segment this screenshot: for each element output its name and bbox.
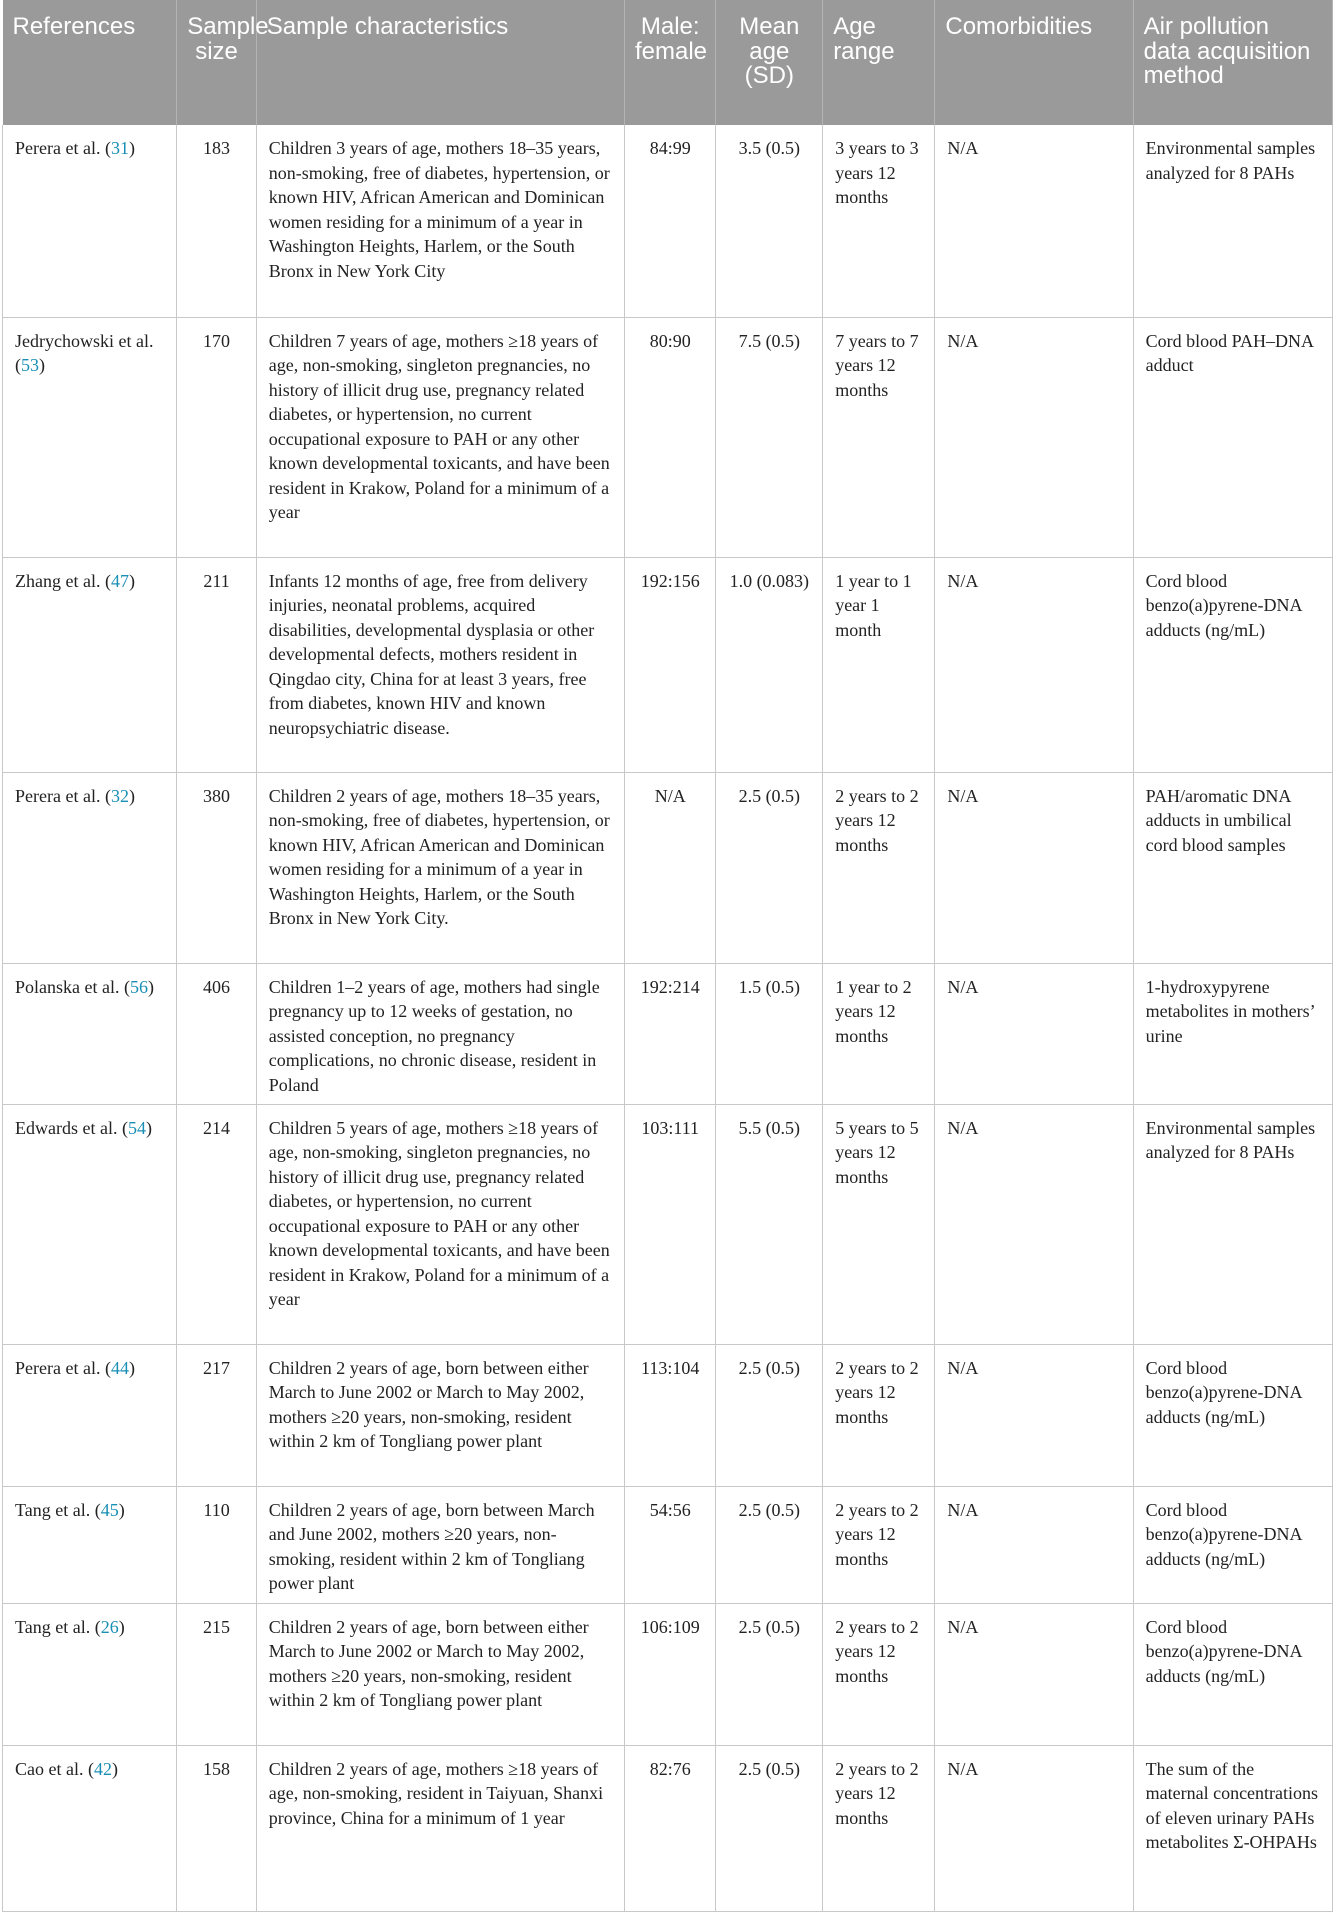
- sample-characteristics-cell: Children 2 years of age, born between either March to June 2002 or March to May 2002, mothers ≥20 years, non-smoking, resident within 2 km of Tongliang power plant: [256, 1603, 624, 1745]
- acquisition-method-cell: Cord blood benzo(a)pyrene-DNA adducts (ng/mL): [1133, 557, 1332, 772]
- table-row: [3, 125, 1333, 317]
- table-row: [3, 772, 1333, 963]
- reference-cell: Tang et al. (26): [3, 1603, 177, 1745]
- reference-name: Perera et al.: [15, 1357, 101, 1378]
- sample-characteristics-cell: Children 5 years of age, mothers ≥18 years of age, non-smoking, singleton pregnancies, no history of illicit drug use, pregnancy related diabetes, or hypertension, no current occupational exposure to PAH or any other known developmental toxicants, and have been resident in Krakow, Poland for a minimum of a year: [256, 1104, 624, 1344]
- male-female-cell: 192:214: [624, 963, 715, 1104]
- reference-cell: Jedrychowski et al. (53): [3, 317, 177, 557]
- acquisition-method-cell: Cord blood benzo(a)pyrene-DNA adducts (ng/mL): [1133, 1486, 1332, 1603]
- reference-name: Perera et al.: [15, 785, 101, 806]
- age-range-cell: 2 years to 2 years 12 months: [823, 1745, 935, 1911]
- sample-size-cell: 217: [177, 1344, 257, 1486]
- male-female-cell: 113:104: [624, 1344, 715, 1486]
- reference-link[interactable]: 26: [100, 1616, 119, 1637]
- male-female-cell: 106:109: [624, 1603, 715, 1745]
- sample-characteristics-cell: Infants 12 months of age, free from delivery injuries, neonatal problems, acquired disabilities, developmental dysplasia or other developmental defects, mothers resident in Qingdao city, China for at least 3 years, free from diabetes, known HIV and known neuropsychiatric disease.: [256, 557, 624, 772]
- sample-size-cell: 110: [177, 1486, 257, 1603]
- sample-characteristics-cell: Children 2 years of age, born between either March to June 2002 or March to May 2002, mothers ≥20 years, non-smoking, resident within 2 km of Tongliang power plant: [256, 1344, 624, 1486]
- acquisition-method-cell: Environmental samples analyzed for 8 PAHs: [1133, 1104, 1332, 1344]
- mean-age-cell: 2.5 (0.5): [716, 1745, 823, 1911]
- sample-size-cell: 170: [177, 317, 257, 557]
- table-row: [3, 1344, 1333, 1486]
- reference-link[interactable]: 31: [110, 138, 129, 158]
- sample-characteristics-cell: Children 7 years of age, mothers ≥18 years of age, non-smoking, singleton pregnancies, no history of illicit drug use, pregnancy related diabetes, or hypertension, no current occupational exposure to PAH or any other known developmental toxicants, and have been resident in Krakow, Poland for a minimum of a year: [256, 317, 624, 557]
- reference-name: Cao et al.: [15, 1758, 84, 1779]
- reference-link[interactable]: 54: [127, 1117, 146, 1138]
- reference-cell: Zhang et al. (47): [3, 557, 177, 772]
- table-row: [3, 1745, 1333, 1911]
- comorbidities-cell: N/A: [935, 1745, 1133, 1911]
- header-sample-size: Sample size: [177, 0, 257, 125]
- male-female-cell: N/A: [624, 772, 715, 963]
- reference-link[interactable]: 32: [110, 785, 129, 806]
- comorbidities-cell: N/A: [935, 557, 1133, 772]
- reference-cell: Cao et al. (42): [3, 1745, 177, 1911]
- comorbidities-cell: N/A: [935, 1104, 1133, 1344]
- header-row: [3, 0, 1333, 125]
- reference-cell: Perera et al. (32): [3, 772, 177, 963]
- sample-size-cell: 380: [177, 772, 257, 963]
- age-range-cell: 1 year to 2 years 12 months: [823, 963, 935, 1104]
- male-female-cell: 84:99: [624, 125, 715, 317]
- sample-characteristics-cell: Children 3 years of age, mothers 18–35 years, non-smoking, free of diabetes, hypertension, or known HIV, African American and Dominican women residing for a minimum of a year in Washington Heights, Harlem, or the South Bronx in New York City: [256, 125, 624, 317]
- age-range-cell: 2 years to 2 years 12 months: [823, 1344, 935, 1486]
- mean-age-cell: 2.5 (0.5): [716, 772, 823, 963]
- reference-link[interactable]: 45: [100, 1499, 119, 1520]
- reference-name: Edwards et al.: [15, 1117, 118, 1138]
- reference-link[interactable]: 56: [129, 976, 148, 997]
- male-female-cell: 82:76: [624, 1745, 715, 1911]
- acquisition-method-cell: Environmental samples analyzed for 8 PAHs: [1133, 125, 1332, 317]
- mean-age-cell: 7.5 (0.5): [716, 317, 823, 557]
- mean-age-cell: 1.0 (0.083): [716, 557, 823, 772]
- table-row: [3, 557, 1333, 772]
- header-sample-characteristics: Sample characteristics: [256, 0, 624, 125]
- reference-cell: Polanska et al. (56): [3, 963, 177, 1104]
- age-range-cell: 5 years to 5 years 12 months: [823, 1104, 935, 1344]
- reference-name: Zhang et al.: [15, 570, 101, 591]
- sample-size-cell: 215: [177, 1603, 257, 1745]
- reference-cell: Perera et al. (44): [3, 1344, 177, 1486]
- table-row: [3, 963, 1333, 1104]
- header-references: References: [3, 0, 177, 125]
- sample-size-cell: 158: [177, 1745, 257, 1911]
- studies-table: [2, 0, 1333, 1912]
- age-range-cell: 2 years to 2 years 12 months: [823, 1486, 935, 1603]
- table-row: [3, 317, 1333, 557]
- sample-size-cell: 211: [177, 557, 257, 772]
- age-range-cell: 3 years to 3 years 12 months: [823, 125, 935, 317]
- comorbidities-cell: N/A: [935, 125, 1133, 317]
- mean-age-cell: 1.5 (0.5): [716, 963, 823, 1104]
- table-row: [3, 1486, 1333, 1603]
- comorbidities-cell: N/A: [935, 772, 1133, 963]
- sample-size-cell: 183: [177, 125, 257, 317]
- reference-name: Perera et al.: [15, 138, 101, 158]
- age-range-cell: 2 years to 2 years 12 months: [823, 1603, 935, 1745]
- mean-age-cell: 2.5 (0.5): [716, 1603, 823, 1745]
- reference-cell: Tang et al. (45): [3, 1486, 177, 1603]
- comorbidities-cell: N/A: [935, 317, 1133, 557]
- reference-link[interactable]: 44: [110, 1357, 129, 1378]
- acquisition-method-cell: The sum of the maternal concentrations of eleven urinary PAHs metabolites Σ-OHPAHs: [1133, 1745, 1332, 1911]
- sample-characteristics-cell: Children 1–2 years of age, mothers had single pregnancy up to 12 weeks of gestation, no assisted conception, no pregnancy complications, no chronic disease, resident in Poland: [256, 963, 624, 1104]
- reference-link[interactable]: 47: [110, 570, 129, 591]
- comorbidities-cell: N/A: [935, 1486, 1133, 1603]
- acquisition-method-cell: PAH/aromatic DNA adducts in umbilical cord blood samples: [1133, 772, 1332, 963]
- male-female-cell: 192:156: [624, 557, 715, 772]
- male-female-cell: 80:90: [624, 317, 715, 557]
- reference-name: Tang et al.: [15, 1499, 91, 1520]
- mean-age-cell: 2.5 (0.5): [716, 1486, 823, 1603]
- acquisition-method-cell: Cord blood benzo(a)pyrene-DNA adducts (ng/mL): [1133, 1603, 1332, 1745]
- header-male-female: Male: female: [624, 0, 715, 125]
- header-comorbidities: Comorbidities: [935, 0, 1133, 125]
- reference-name: Jedrychowski et al.: [15, 330, 154, 351]
- mean-age-cell: 5.5 (0.5): [716, 1104, 823, 1344]
- acquisition-method-cell: Cord blood PAH–DNA adduct: [1133, 317, 1332, 557]
- table-row: [3, 1603, 1333, 1745]
- age-range-cell: 1 year to 1 year 1 month: [823, 557, 935, 772]
- acquisition-method-cell: Cord blood benzo(a)pyrene-DNA adducts (ng/mL): [1133, 1344, 1332, 1486]
- sample-characteristics-cell: Children 2 years of age, mothers ≥18 years of age, non-smoking, resident in Taiyuan, Shanxi province, China for a minimum of 1 year: [256, 1745, 624, 1911]
- reference-name: Tang et al.: [15, 1616, 91, 1637]
- reference-link[interactable]: 42: [93, 1758, 112, 1779]
- header-mean-age: Mean age (SD): [716, 0, 823, 125]
- comorbidities-cell: N/A: [935, 1344, 1133, 1486]
- header-age-range: Age range: [823, 0, 935, 125]
- reference-cell: Edwards et al. (54): [3, 1104, 177, 1344]
- mean-age-cell: 2.5 (0.5): [716, 1344, 823, 1486]
- reference-cell: Perera et al. (31): [3, 125, 177, 317]
- comorbidities-cell: N/A: [935, 963, 1133, 1104]
- age-range-cell: 7 years to 7 years 12 months: [823, 317, 935, 557]
- acquisition-method-cell: 1-hydroxypyrene metabolites in mothers’ urine: [1133, 963, 1332, 1104]
- reference-name: Polanska et al.: [15, 976, 120, 997]
- male-female-cell: 54:56: [624, 1486, 715, 1603]
- sample-characteristics-cell: Children 2 years of age, born between March and June 2002, mothers ≥20 years, non-smoking, resident within 2 km of Tongliang power plant: [256, 1486, 624, 1603]
- comorbidities-cell: N/A: [935, 1603, 1133, 1745]
- reference-link[interactable]: 53: [21, 355, 39, 375]
- table-row: [3, 1104, 1333, 1344]
- sample-size-cell: 214: [177, 1104, 257, 1344]
- mean-age-cell: 3.5 (0.5): [716, 125, 823, 317]
- header-acquisition-method: Air pollution data acquisition method: [1133, 0, 1332, 125]
- sample-size-cell: 406: [177, 963, 257, 1104]
- age-range-cell: 2 years to 2 years 12 months: [823, 772, 935, 963]
- male-female-cell: 103:111: [624, 1104, 715, 1344]
- sample-characteristics-cell: Children 2 years of age, mothers 18–35 years, non-smoking, free of diabetes, hypertension, or known HIV, African American and Dominican women residing for a minimum of a year in Washington Heights, Harlem, or the South Bronx in New York City.: [256, 772, 624, 963]
